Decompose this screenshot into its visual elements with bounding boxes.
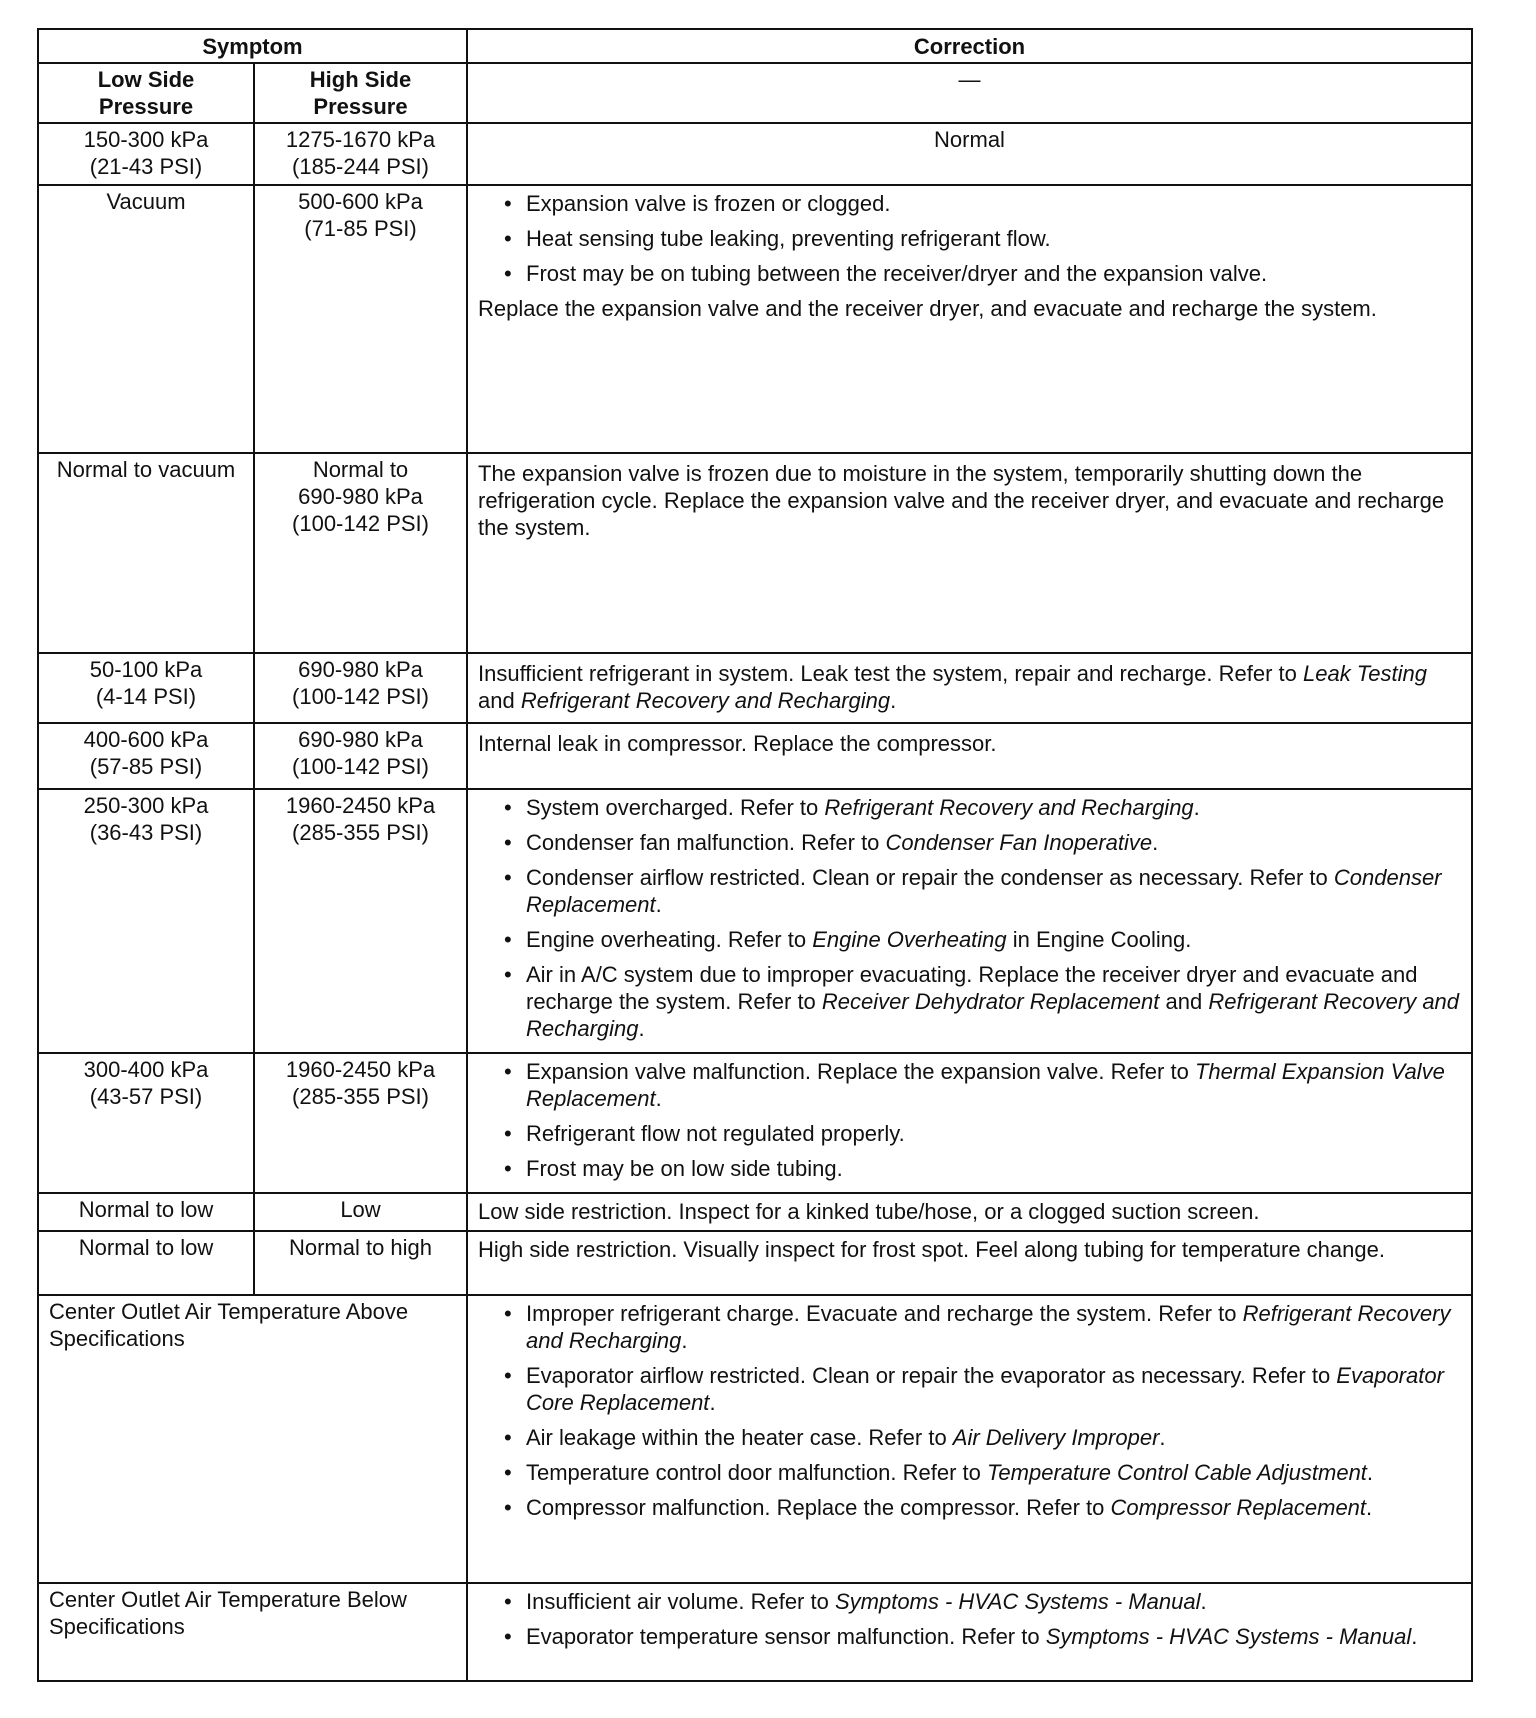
list-item: • Refrigerant flow not regulated properly. (478, 1120, 1461, 1147)
high-side-cell (254, 789, 467, 1053)
high-side-value: (100-142 PSI) (292, 684, 429, 709)
reference-link[interactable]: Receiver Dehydrator Replacement (821, 989, 1160, 1014)
correction-cell (467, 1295, 1472, 1583)
text-run: and (1159, 989, 1209, 1014)
list-item (478, 1588, 1461, 1615)
correction-text (478, 660, 1461, 714)
correction-text: Internal leak in compressor. Replace the compressor. (478, 731, 997, 756)
table-row (38, 723, 1472, 789)
high-side-header (254, 63, 467, 123)
table-row (38, 1583, 1472, 1681)
high-side-value: (100-142 PSI) (292, 754, 429, 779)
high-side-header-line: Pressure (313, 94, 408, 119)
correction-subheader-dash: — (467, 63, 1472, 123)
text-run: . (638, 1016, 645, 1041)
reference-link[interactable]: Refrigerant Recovery and Recharging (526, 989, 1460, 1041)
text-run: . (1411, 1624, 1418, 1649)
table-row (38, 1053, 1472, 1193)
low-side-header-line: Pressure (98, 94, 194, 119)
text-run: Improper refrigerant charge. Evacuate and recharge the system. Refer to (526, 1301, 1243, 1326)
list-item (478, 1623, 1461, 1650)
correction-cell: Normal (467, 123, 1472, 185)
text-run: . (709, 1390, 716, 1415)
list-item: • Expansion valve is frozen or clogged. (478, 190, 1461, 217)
list-item: • Heat sensing tube leaking, preventing refrigerant flow. (478, 225, 1461, 252)
low-side-cell (38, 1193, 254, 1231)
high-side-cell (254, 1231, 467, 1295)
table-row (38, 1231, 1472, 1295)
text-run: . (681, 1328, 688, 1353)
low-side-cell (38, 789, 254, 1053)
text-run: and (478, 688, 521, 713)
low-side-value: 300-400 kPa (83, 1057, 209, 1082)
symptom-header: Symptom (38, 29, 467, 63)
text-run: Temperature control door malfunction. Refer to (526, 1460, 988, 1485)
correction-text: Low side restriction. Inspect for a kinked tube/hose, or a clogged suction screen. (478, 1199, 1260, 1224)
text-run: . (1200, 1589, 1207, 1614)
symptom-cell: Center Outlet Air Temperature Below Specifications (38, 1583, 467, 1681)
list-item: • Frost may be on tubing between the receiver/dryer and the expansion valve. (478, 260, 1461, 287)
correction-cell (467, 1053, 1472, 1193)
correction-header: Correction (467, 29, 1472, 63)
reference-link[interactable]: Evaporator Core Replacement (526, 1363, 1444, 1415)
low-side-cell (38, 185, 254, 453)
reference-link[interactable]: Refrigerant Recovery and Recharging (526, 1301, 1451, 1353)
low-side-cell (38, 123, 254, 185)
low-side-value: Vacuum (106, 189, 186, 214)
low-side-cell (38, 653, 254, 723)
high-side-value: Low (340, 1197, 381, 1222)
correction-list (478, 794, 1461, 1042)
low-side-value: (21-43 PSI) (89, 154, 203, 179)
text-run: Condenser airflow restricted. Clean or repair the condenser as necessary. Refer to (526, 865, 1334, 890)
table-row (38, 789, 1472, 1053)
symptom-cell: Center Outlet Air Temperature Above Specifications (38, 1295, 467, 1583)
text-run: Air in A/C system due to improper evacuating. Replace the receiver dryer and evacuate and recharge the system. Refer to (526, 962, 1418, 1014)
list-item (478, 1424, 1461, 1451)
list-item (478, 1362, 1461, 1416)
text-run: Compressor malfunction. Replace the compressor. Refer to (526, 1495, 1111, 1520)
high-side-value: 1275-1670 kPa (285, 127, 436, 152)
high-side-cell (254, 185, 467, 453)
correction-cell (467, 789, 1472, 1053)
table-row (38, 185, 1472, 453)
high-side-cell (254, 1053, 467, 1193)
high-side-value: 1960-2450 kPa (285, 1057, 436, 1082)
correction-cell (467, 653, 1472, 723)
list-item (478, 1300, 1461, 1354)
low-side-header-line: Low Side (97, 67, 195, 92)
low-side-value: (36-43 PSI) (89, 820, 203, 845)
reference-link[interactable]: Thermal Expansion Valve Replacement (526, 1059, 1445, 1111)
high-side-value: 690-980 kPa (298, 727, 423, 752)
low-side-cell (38, 453, 254, 653)
low-side-value: 50-100 kPa (89, 657, 203, 682)
table-row (38, 123, 1472, 185)
high-side-cell (254, 123, 467, 185)
correction-list (478, 1058, 1461, 1182)
reference-link[interactable]: Temperature Control Cable Adjustment (987, 1460, 1367, 1485)
correction-list (478, 1588, 1461, 1650)
text-run: Insufficient air volume. Refer to (526, 1589, 835, 1614)
high-side-value: 690-980 kPa (298, 484, 423, 509)
reference-link[interactable]: Refrigerant Recovery and Recharging (824, 795, 1194, 820)
low-side-value: 150-300 kPa (83, 127, 209, 152)
subheader-row (38, 63, 1472, 123)
low-side-value: 400-600 kPa (83, 727, 209, 752)
reference-link[interactable]: Air Delivery Improper (952, 1425, 1160, 1450)
high-side-value: (71-85 PSI) (304, 216, 417, 241)
list-item (478, 1058, 1461, 1112)
reference-link[interactable]: Leak Testing (1302, 661, 1427, 686)
low-side-value: Normal to vacuum (56, 457, 236, 482)
high-side-cell (254, 1193, 467, 1231)
low-side-cell (38, 723, 254, 789)
list-item (478, 926, 1461, 953)
reference-link[interactable]: Condenser Replacement (526, 865, 1442, 917)
high-side-value: 1960-2450 kPa (285, 793, 436, 818)
list-item (478, 1459, 1461, 1486)
table-row (38, 1295, 1472, 1583)
correction-text: High side restriction. Visually inspect for frost spot. Feel along tubing for temperature change. (478, 1237, 1385, 1262)
correction-cell (467, 1193, 1472, 1231)
reference-link[interactable]: Engine Overheating (812, 927, 1007, 952)
low-side-value: (43-57 PSI) (89, 1084, 203, 1109)
reference-link[interactable]: Condenser Fan Inoperative (885, 830, 1153, 855)
reference-link[interactable]: Symptoms - HVAC Systems - Manual (1045, 1624, 1412, 1649)
table-row (38, 453, 1472, 653)
low-side-value: (57-85 PSI) (89, 754, 203, 779)
correction-text: The expansion valve is frozen due to moisture in the system, temporarily shutting down the refrigeration cycle. Replace the expansion valve and the receiver dryer, and evacuate and recharge the system. (478, 461, 1445, 540)
text-run: Engine overheating. Refer to (526, 927, 813, 952)
high-side-value: Normal to high (288, 1235, 433, 1260)
text-run: Condenser fan malfunction. Refer to (526, 830, 886, 855)
reference-link[interactable]: Refrigerant Recovery and Recharging (520, 688, 891, 713)
text-run: . (655, 892, 662, 917)
text-run: . (655, 1086, 662, 1111)
text-run: in Engine Cooling. (1006, 927, 1192, 952)
table-row (38, 653, 1472, 723)
correction-list (478, 190, 1461, 287)
low-side-value: Normal to low (78, 1197, 214, 1222)
reference-link[interactable]: Compressor Replacement (1110, 1495, 1367, 1520)
correction-cell (467, 1231, 1472, 1295)
high-side-value: Normal to (312, 457, 409, 482)
high-side-cell (254, 723, 467, 789)
table-row (38, 1193, 1472, 1231)
high-side-value: 690-980 kPa (298, 657, 423, 682)
correction-cell (467, 723, 1472, 789)
correction-cell (467, 185, 1472, 453)
correction-cell (467, 1583, 1472, 1681)
high-side-header-line: High Side (309, 67, 412, 92)
text-run: Air leakage within the heater case. Refer to (526, 1425, 953, 1450)
high-side-cell (254, 453, 467, 653)
list-item (478, 829, 1461, 856)
header-row (38, 29, 1472, 63)
text-run: . (1159, 1425, 1166, 1450)
correction-text: Replace the expansion valve and the receiver dryer, and evacuate and recharge the system. (478, 296, 1377, 321)
text-run: . (890, 688, 897, 713)
text-run: System overcharged. Refer to (526, 795, 825, 820)
high-side-value: 500-600 kPa (298, 189, 423, 214)
text-run: Evaporator temperature sensor malfunction. Refer to (526, 1624, 1046, 1649)
text-run: Insufficient refrigerant in system. Leak test the system, repair and recharge. Refer to (478, 661, 1303, 686)
correction-cell (467, 453, 1472, 653)
high-side-cell (254, 653, 467, 723)
list-item (478, 961, 1461, 1042)
text-run: . (1193, 795, 1200, 820)
text-run: . (1366, 1460, 1374, 1485)
low-side-value: 250-300 kPa (83, 793, 209, 818)
list-item (478, 864, 1461, 918)
high-side-value: (285-355 PSI) (292, 1084, 429, 1109)
low-side-cell (38, 1053, 254, 1193)
high-side-value: (285-355 PSI) (292, 820, 429, 845)
low-side-header (38, 63, 254, 123)
text-run: Expansion valve malfunction. Replace the expansion valve. Refer to (526, 1059, 1195, 1084)
low-side-value: Normal to low (78, 1235, 214, 1260)
list-item (478, 794, 1461, 821)
list-item (478, 1494, 1461, 1521)
list-item: • Frost may be on low side tubing. (478, 1155, 1461, 1182)
low-side-cell (38, 1231, 254, 1295)
text-run: . (1366, 1495, 1373, 1520)
text-run: Evaporator airflow restricted. Clean or repair the evaporator as necessary. Refer to (526, 1363, 1337, 1388)
high-side-value: (185-244 PSI) (292, 154, 429, 179)
reference-link[interactable]: Symptoms - HVAC Systems - Manual (834, 1589, 1201, 1614)
low-side-value: (4-14 PSI) (95, 684, 197, 709)
correction-list (478, 1300, 1461, 1521)
diagnostic-table (37, 28, 1473, 1682)
high-side-value: (100-142 PSI) (292, 511, 429, 536)
text-run: . (1152, 830, 1159, 855)
